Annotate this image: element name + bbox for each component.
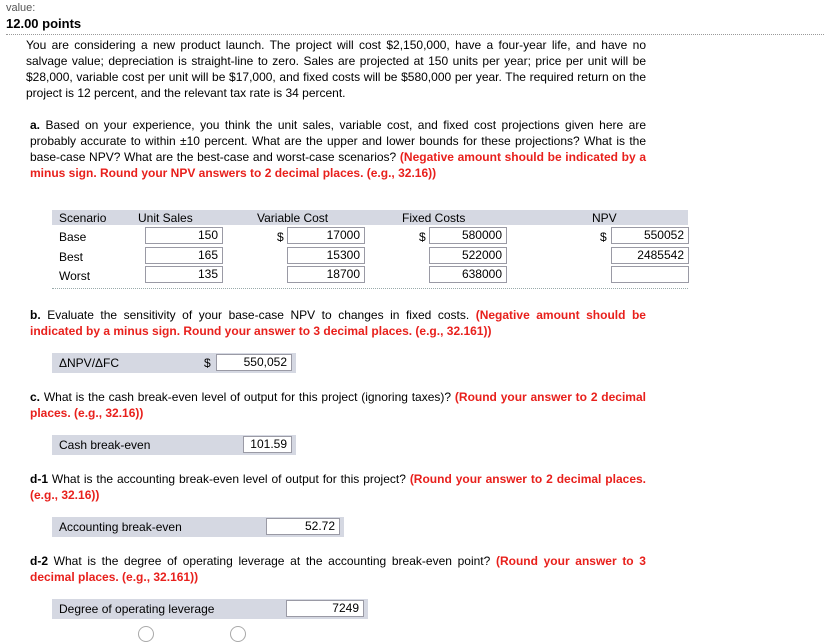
npv-sensitivity-input[interactable]: 550,052 <box>216 354 292 371</box>
accounting-break-even-input[interactable]: 52.72 <box>266 518 340 535</box>
variable-cost-best-input[interactable]: 15300 <box>287 247 365 264</box>
question-instruction: (Negative amount should be indicated by a minus sign. Round your NPV answers to 2 decimal places. (e.g., 32.16)) <box>30 150 646 180</box>
column-header-variable-cost: Variable Cost <box>257 211 329 225</box>
question-letter: a. <box>30 118 41 132</box>
divider <box>6 34 824 35</box>
table-bottom-border <box>52 288 688 289</box>
question-letter: d-1 <box>30 472 48 486</box>
radio-icon[interactable] <box>230 626 246 642</box>
row-label-base: Base <box>59 230 87 244</box>
problem-statement: You are considering a new product launch. The project will cost $2,150,000, have a four-year life, and have no salvage value; depreciation is straight-line to zero. Sales are projected at 150 units per year; price per unit will be $28,000, variable cost per unit will be $17,000, and fixed costs will be $580,000 per year. The required return on the project is 12 percent, and the relevant tax rate is 34 percent. <box>26 38 646 100</box>
unit-sales-base-input[interactable]: 150 <box>145 227 223 244</box>
npv-base-input[interactable]: 550052 <box>611 227 689 244</box>
fixed-costs-best-input[interactable]: 522000 <box>429 247 507 264</box>
currency-symbol: $ <box>204 356 211 370</box>
npv-best-input[interactable]: 2485542 <box>611 247 689 264</box>
question-c <box>30 389 646 421</box>
question-a <box>30 117 646 181</box>
unit-sales-worst-input[interactable]: 135 <box>145 266 223 283</box>
cash-break-even-input[interactable]: 101.59 <box>243 436 292 453</box>
npv-worst-input[interactable] <box>611 266 689 283</box>
column-header-fixed-costs: Fixed Costs <box>402 211 466 225</box>
column-header-scenario: Scenario <box>59 211 107 225</box>
value-label: value: <box>6 2 36 14</box>
question-d2 <box>30 553 646 585</box>
currency-symbol: $ <box>277 230 284 244</box>
question-instruction: (Negative amount should be indicated by a minus sign. Round your answer to 3 decimal places. (e.g., 32.161)) <box>30 308 646 338</box>
answer-label-c: Cash break-even <box>59 438 151 452</box>
question-text: What is the cash break-even level of output for this project (ignoring taxes)? <box>43 390 452 404</box>
variable-cost-worst-input[interactable]: 18700 <box>287 266 365 283</box>
question-letter: c. <box>30 390 41 404</box>
answer-label-d1: Accounting break-even <box>59 520 182 534</box>
variable-cost-base-input[interactable]: 17000 <box>287 227 365 244</box>
question-text: What is the accounting break-even level of output for this project? <box>51 472 406 486</box>
column-header-npv: NPV <box>592 211 617 225</box>
question-instruction: (Round your answer to 2 decimal places. (e.g., 32.16)) <box>30 472 646 502</box>
question-instruction: (Round your answer to 3 decimal places. (e.g., 32.161)) <box>30 554 646 584</box>
question-letter: d-2 <box>30 554 48 568</box>
row-label-worst: Worst <box>59 269 91 283</box>
question-text: Evaluate the sensitivity of your base-case NPV to changes in fixed costs. <box>47 308 470 322</box>
question-text: Based on your experience, you think the unit sales, variable cost, and fixed cost projections given here are probably accurate to within ±10 percent. What are the upper and lower bounds for these projections? What is the base-case NPV? What are the best-case and worst-case scenarios? <box>30 118 646 164</box>
question-letter: b. <box>30 308 41 322</box>
question-instruction: (Round your answer to 2 decimal places. (e.g., 32.16)) <box>30 390 646 420</box>
currency-symbol: $ <box>600 230 607 244</box>
question-d1 <box>30 471 646 503</box>
fixed-costs-base-input[interactable]: 580000 <box>429 227 507 244</box>
column-header-unit-sales: Unit Sales <box>138 211 193 225</box>
question-b <box>30 307 646 339</box>
fixed-costs-worst-input[interactable]: 638000 <box>429 266 507 283</box>
row-label-best: Best <box>59 250 84 264</box>
question-text: What is the degree of operating leverage at the accounting break-even point? <box>53 554 491 568</box>
answer-label-b: ΔNPV/ΔFC <box>59 356 120 370</box>
points-label: 12.00 points <box>6 16 82 31</box>
currency-symbol: $ <box>419 230 426 244</box>
radio-icon[interactable] <box>138 626 154 642</box>
answer-label-d2: Degree of operating leverage <box>59 602 215 616</box>
degree-operating-leverage-input[interactable]: 7249 <box>286 600 364 617</box>
unit-sales-best-input[interactable]: 165 <box>145 247 223 264</box>
